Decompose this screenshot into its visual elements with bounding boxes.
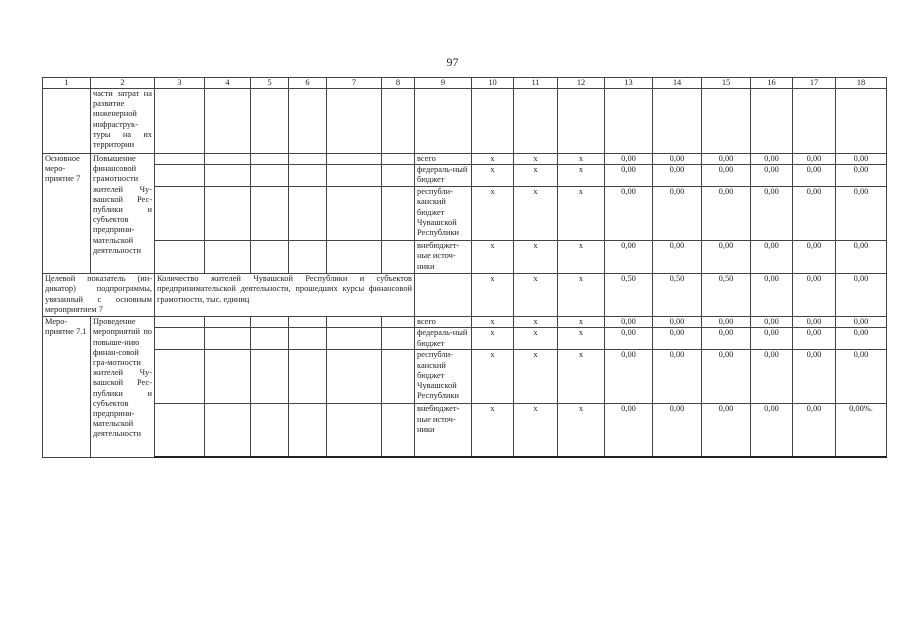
event-name: Основное меро-приятие 7 (43, 154, 91, 274)
value-cell: 0,00 (836, 165, 887, 187)
x-cell: x (558, 165, 605, 187)
table-row (43, 187, 887, 241)
value-cell: 0,00 (653, 404, 702, 458)
value-cell: 0,00 (751, 154, 793, 165)
column-header: 14 (653, 78, 702, 89)
value-cell: 0,00 (702, 350, 751, 404)
x-cell: x (558, 328, 605, 350)
empty-cell (205, 187, 251, 241)
empty-cell (836, 89, 887, 154)
empty-cell (327, 89, 382, 154)
value-cell: 0,00 (836, 154, 887, 165)
column-header: 13 (605, 78, 653, 89)
value-cell: 0,00 (702, 187, 751, 241)
x-cell: x (558, 317, 605, 328)
value-cell: 0,00 (605, 187, 653, 241)
empty-cell (251, 350, 289, 404)
empty-cell (155, 317, 205, 328)
value-cell: 0,00 (702, 154, 751, 165)
empty-cell (205, 165, 251, 187)
x-cell: x (514, 187, 558, 241)
empty-cell (205, 154, 251, 165)
x-cell: x (472, 165, 514, 187)
empty-cell (43, 89, 91, 154)
value-cell: 0,00 (751, 165, 793, 187)
x-cell: x (514, 317, 558, 328)
event-description: Проведение мероприятий по повыше-нию финан-совой гра-мотности жителей Чу-вашской Рес-публики и субъектов предприни-мательской деятельности (91, 317, 155, 458)
value-cell: 0,00 (793, 350, 836, 404)
value-cell: 0,00 (653, 154, 702, 165)
x-cell: x (558, 241, 605, 274)
empty-cell (205, 404, 251, 458)
funding-source: республи-канский бюджет Чувашской Республики (415, 187, 472, 241)
funding-source: всего (415, 154, 472, 165)
empty-cell (205, 89, 251, 154)
empty-cell (289, 328, 327, 350)
x-cell: x (514, 404, 558, 458)
empty-cell (289, 187, 327, 241)
empty-cell (327, 328, 382, 350)
empty-cell (205, 350, 251, 404)
table-row (43, 89, 887, 154)
empty-cell (558, 89, 605, 154)
column-header: 18 (836, 78, 887, 89)
x-cell: x (514, 241, 558, 274)
empty-cell (415, 89, 472, 154)
empty-cell (205, 317, 251, 328)
column-header: 8 (382, 78, 415, 89)
table-row (43, 350, 887, 404)
empty-cell (251, 241, 289, 274)
value-cell: 0,00 (836, 328, 887, 350)
value-cell: 0,00 (653, 187, 702, 241)
x-cell: x (514, 274, 558, 317)
value-cell: 0,00 (793, 241, 836, 274)
column-header: 12 (558, 78, 605, 89)
page-number: 97 (446, 55, 459, 69)
column-header: 7 (327, 78, 382, 89)
empty-cell (155, 165, 205, 187)
empty-cell (327, 241, 382, 274)
funding-source: республи-канский бюджет Чувашской Республики (415, 350, 472, 404)
value-cell: 0,00 (605, 165, 653, 187)
x-cell: x (472, 274, 514, 317)
empty-cell (751, 89, 793, 154)
value-cell: 0,00 (605, 317, 653, 328)
column-header: 17 (793, 78, 836, 89)
empty-cell (382, 165, 415, 187)
empty-cell (793, 89, 836, 154)
value-cell: 0,00 (793, 404, 836, 458)
event-description: Повышение финансовой грамотности жителей Чу-вашской Рес-публики и субъектов предприни-мательской деятельности (91, 154, 155, 274)
value-cell: 0,00 (836, 317, 887, 328)
continuation-text: части затрат на развитие инженерной инфраструк-туры на их территории (91, 89, 155, 154)
value-cell: 0,00 (702, 317, 751, 328)
x-cell: x (514, 154, 558, 165)
empty-cell (382, 154, 415, 165)
funding-source: федераль-ный бюджет (415, 328, 472, 350)
column-header: 5 (251, 78, 289, 89)
empty-cell (382, 350, 415, 404)
empty-cell (327, 350, 382, 404)
value-cell: 0,00 (751, 404, 793, 458)
x-cell: x (472, 350, 514, 404)
empty-cell (702, 89, 751, 154)
empty-cell (382, 187, 415, 241)
funding-source: всего (415, 317, 472, 328)
indicator-text: Количество жителей Чувашской Республики и субъектов предпринимательской деятельности, прошедших курсы финансовой грамотности, тыс. единиц (155, 274, 415, 317)
x-cell: x (558, 404, 605, 458)
empty-cell (251, 328, 289, 350)
value-cell: 0,00 (702, 165, 751, 187)
header-row (43, 78, 887, 89)
value-cell: 0,50 (653, 274, 702, 317)
value-cell: 0,00 (793, 187, 836, 241)
empty-cell (327, 165, 382, 187)
x-cell: x (558, 274, 605, 317)
value-cell: 0,00 (653, 350, 702, 404)
value-cell: 0,50 (702, 274, 751, 317)
empty-cell (289, 404, 327, 458)
column-header: 15 (702, 78, 751, 89)
table-row (43, 241, 887, 274)
empty-cell (472, 89, 514, 154)
empty-cell (155, 154, 205, 165)
empty-cell (382, 328, 415, 350)
column-header: 16 (751, 78, 793, 89)
x-cell: x (472, 241, 514, 274)
empty-cell (205, 241, 251, 274)
funding-source: федераль-ный бюджет (415, 165, 472, 187)
indicator-label: Целевой показатель (ин-дикатор) подпрограммы, увязанный с основным мероприятием 7 (43, 274, 155, 317)
column-header: 9 (415, 78, 472, 89)
column-header: 6 (289, 78, 327, 89)
empty-cell (415, 274, 472, 317)
value-cell: 0,00 (653, 165, 702, 187)
empty-cell (382, 241, 415, 274)
value-cell: 0,00 (836, 274, 887, 317)
empty-cell (251, 404, 289, 458)
value-cell: 0,00 (751, 274, 793, 317)
x-cell: x (558, 187, 605, 241)
value-cell: 0,00%. (836, 404, 887, 458)
x-cell: x (472, 328, 514, 350)
empty-cell (382, 404, 415, 458)
empty-cell (327, 187, 382, 241)
empty-cell (205, 328, 251, 350)
value-cell: 0,00 (793, 154, 836, 165)
x-cell: x (472, 154, 514, 165)
column-header: 2 (91, 78, 155, 89)
value-cell: 0,00 (836, 350, 887, 404)
x-cell: x (558, 350, 605, 404)
value-cell: 0,50 (605, 274, 653, 317)
empty-cell (327, 404, 382, 458)
value-cell: 0,00 (751, 241, 793, 274)
value-cell: 0,00 (702, 404, 751, 458)
event-name: Меро-приятие 7.1 (43, 317, 91, 458)
funding-source: внебюджет-ные источ-ники (415, 241, 472, 274)
table-row (43, 404, 887, 458)
empty-cell (251, 317, 289, 328)
value-cell: 0,00 (751, 328, 793, 350)
empty-cell (155, 404, 205, 458)
value-cell: 0,00 (751, 317, 793, 328)
value-cell: 0,00 (702, 328, 751, 350)
value-cell: 0,00 (793, 328, 836, 350)
x-cell: x (514, 350, 558, 404)
value-cell: 0,00 (653, 241, 702, 274)
value-cell: 0,00 (605, 404, 653, 458)
value-cell: 0,00 (793, 317, 836, 328)
x-cell: x (514, 165, 558, 187)
value-cell: 0,00 (605, 241, 653, 274)
empty-cell (514, 89, 558, 154)
x-cell: x (472, 317, 514, 328)
value-cell: 0,00 (653, 328, 702, 350)
column-header: 11 (514, 78, 558, 89)
value-cell: 0,00 (836, 187, 887, 241)
budget-table (42, 77, 887, 458)
column-header: 4 (205, 78, 251, 89)
value-cell: 0,00 (702, 241, 751, 274)
empty-cell (155, 328, 205, 350)
funding-source: внебюджет-ные источ-ники (415, 404, 472, 458)
empty-cell (605, 89, 653, 154)
table-row (43, 165, 887, 187)
table-row (43, 317, 887, 328)
x-cell: x (472, 187, 514, 241)
empty-cell (289, 350, 327, 404)
empty-cell (155, 187, 205, 241)
value-cell: 0,00 (793, 165, 836, 187)
empty-cell (289, 317, 327, 328)
empty-cell (653, 89, 702, 154)
column-header: 3 (155, 78, 205, 89)
empty-cell (327, 154, 382, 165)
value-cell: 0,00 (605, 350, 653, 404)
indicator-row (43, 274, 887, 317)
empty-cell (251, 165, 289, 187)
empty-cell (251, 154, 289, 165)
value-cell: 0,00 (605, 154, 653, 165)
empty-cell (382, 89, 415, 154)
value-cell: 0,00 (751, 187, 793, 241)
empty-cell (251, 187, 289, 241)
empty-cell (289, 154, 327, 165)
empty-cell (382, 317, 415, 328)
value-cell: 0,00 (653, 317, 702, 328)
table-row (43, 154, 887, 165)
x-cell: x (514, 328, 558, 350)
empty-cell (289, 89, 327, 154)
empty-cell (289, 165, 327, 187)
empty-cell (251, 89, 289, 154)
empty-cell (155, 350, 205, 404)
x-cell: x (558, 154, 605, 165)
empty-cell (289, 241, 327, 274)
empty-cell (155, 89, 205, 154)
column-header: 10 (472, 78, 514, 89)
column-header: 1 (43, 78, 91, 89)
x-cell: x (472, 404, 514, 458)
empty-cell (155, 241, 205, 274)
value-cell: 0,00 (836, 241, 887, 274)
table-row (43, 328, 887, 350)
empty-cell (327, 317, 382, 328)
value-cell: 0,00 (751, 350, 793, 404)
value-cell: 0,00 (605, 328, 653, 350)
value-cell: 0,00 (793, 274, 836, 317)
